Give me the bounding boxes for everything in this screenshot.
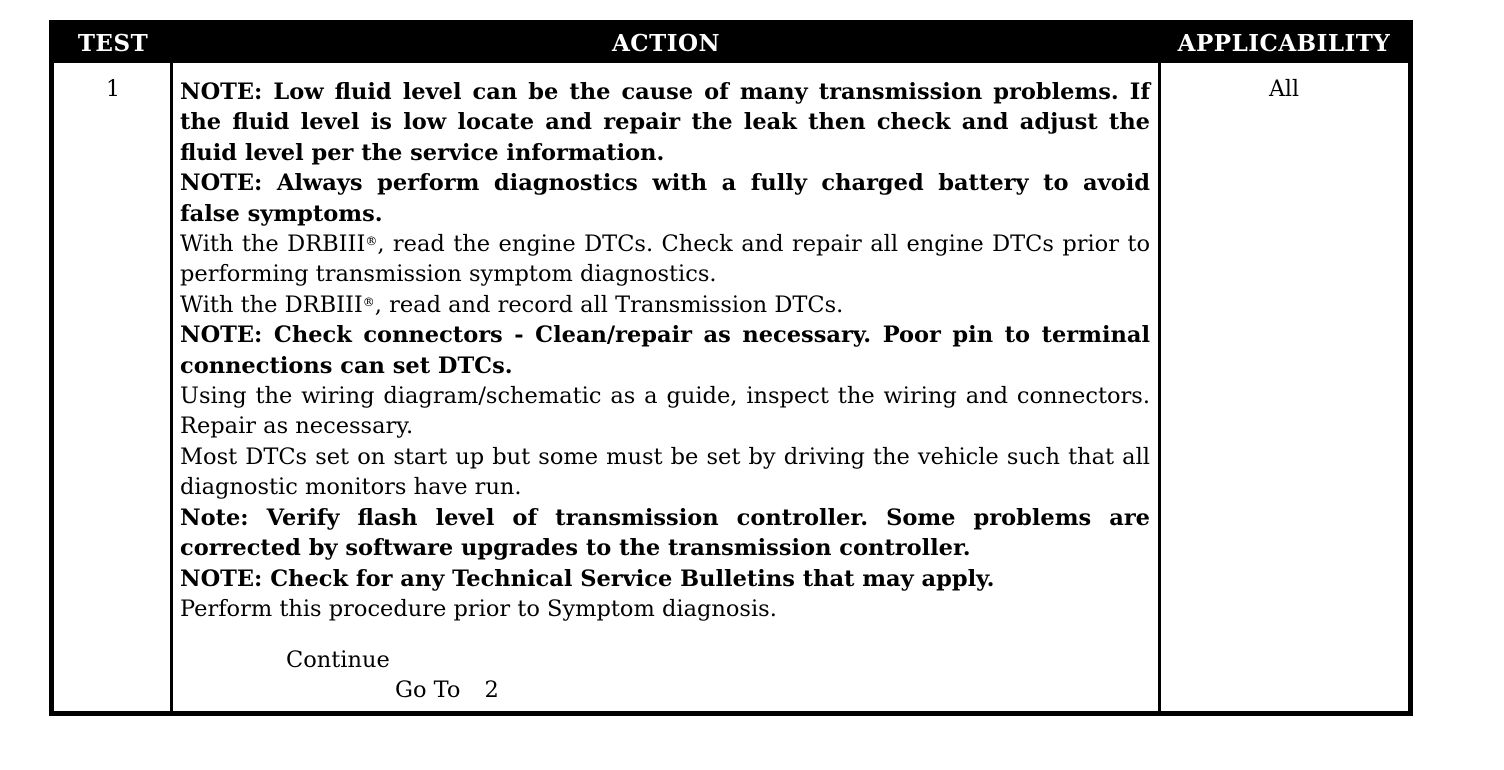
instruction-paragraph [180, 229, 1150, 290]
action-text [180, 77, 1150, 624]
header-action: ACTION [611, 30, 721, 57]
diagnostic-table [49, 20, 1413, 716]
table-header [54, 25, 1408, 63]
test-number: 1 [106, 77, 120, 102]
applicability-value: All [1269, 77, 1299, 102]
registered-mark: ® [365, 234, 378, 249]
column-divider [1158, 63, 1161, 711]
header-applicability: APPLICABILITY [1177, 30, 1391, 57]
note-paragraph: NOTE: Always perform diagnostics with a fully charged battery to avoid false symptoms. [180, 170, 1150, 227]
instruction-paragraph: Most DTCs set on start up but some must be set by driving the vehicle such that all diagnostic monitors have run. [180, 443, 1150, 501]
column-divider [170, 63, 173, 711]
header-test: TEST [77, 30, 149, 57]
note-paragraph: NOTE: Check for any Technical Service Bulletins that may apply. [180, 565, 995, 592]
instruction-text: With the DRBIII [180, 231, 366, 258]
note-paragraph: NOTE: Low fluid level can be the cause of many transmission problems. If the fluid level is low locate and repair the leak then check and adjust the fluid level per the service information. [180, 79, 1150, 166]
note-paragraph: NOTE: Check connectors - Clean/repair as necessary. Poor pin to terminal connections can set DTCs. [180, 322, 1150, 379]
note-paragraph: Note: Verify flash level of transmission controller. Some problems are corrected by software upgrades to the transmission controller. [180, 504, 1150, 562]
goto-instruction [395, 675, 499, 705]
instruction-paragraph [180, 290, 1150, 320]
instruction-text: With the DRBIII [180, 291, 363, 318]
instruction-text: , read and record all Transmission DTCs. [374, 291, 844, 318]
registered-mark: ® [362, 294, 375, 309]
result-label: Continue [286, 647, 390, 673]
instruction-text: , read the engine DTCs. Check and repair all engine DTCs prior to performing transmission symptom diagnostics. [180, 231, 1150, 288]
instruction-paragraph: Using the wiring diagram/schematic as a guide, inspect the wiring and connectors. Repair as necessary. [180, 383, 1150, 440]
goto-label: Go To [395, 677, 461, 703]
instruction-paragraph: Perform this procedure prior to Symptom diagnosis. [180, 595, 777, 622]
goto-target: 2 [484, 677, 499, 703]
